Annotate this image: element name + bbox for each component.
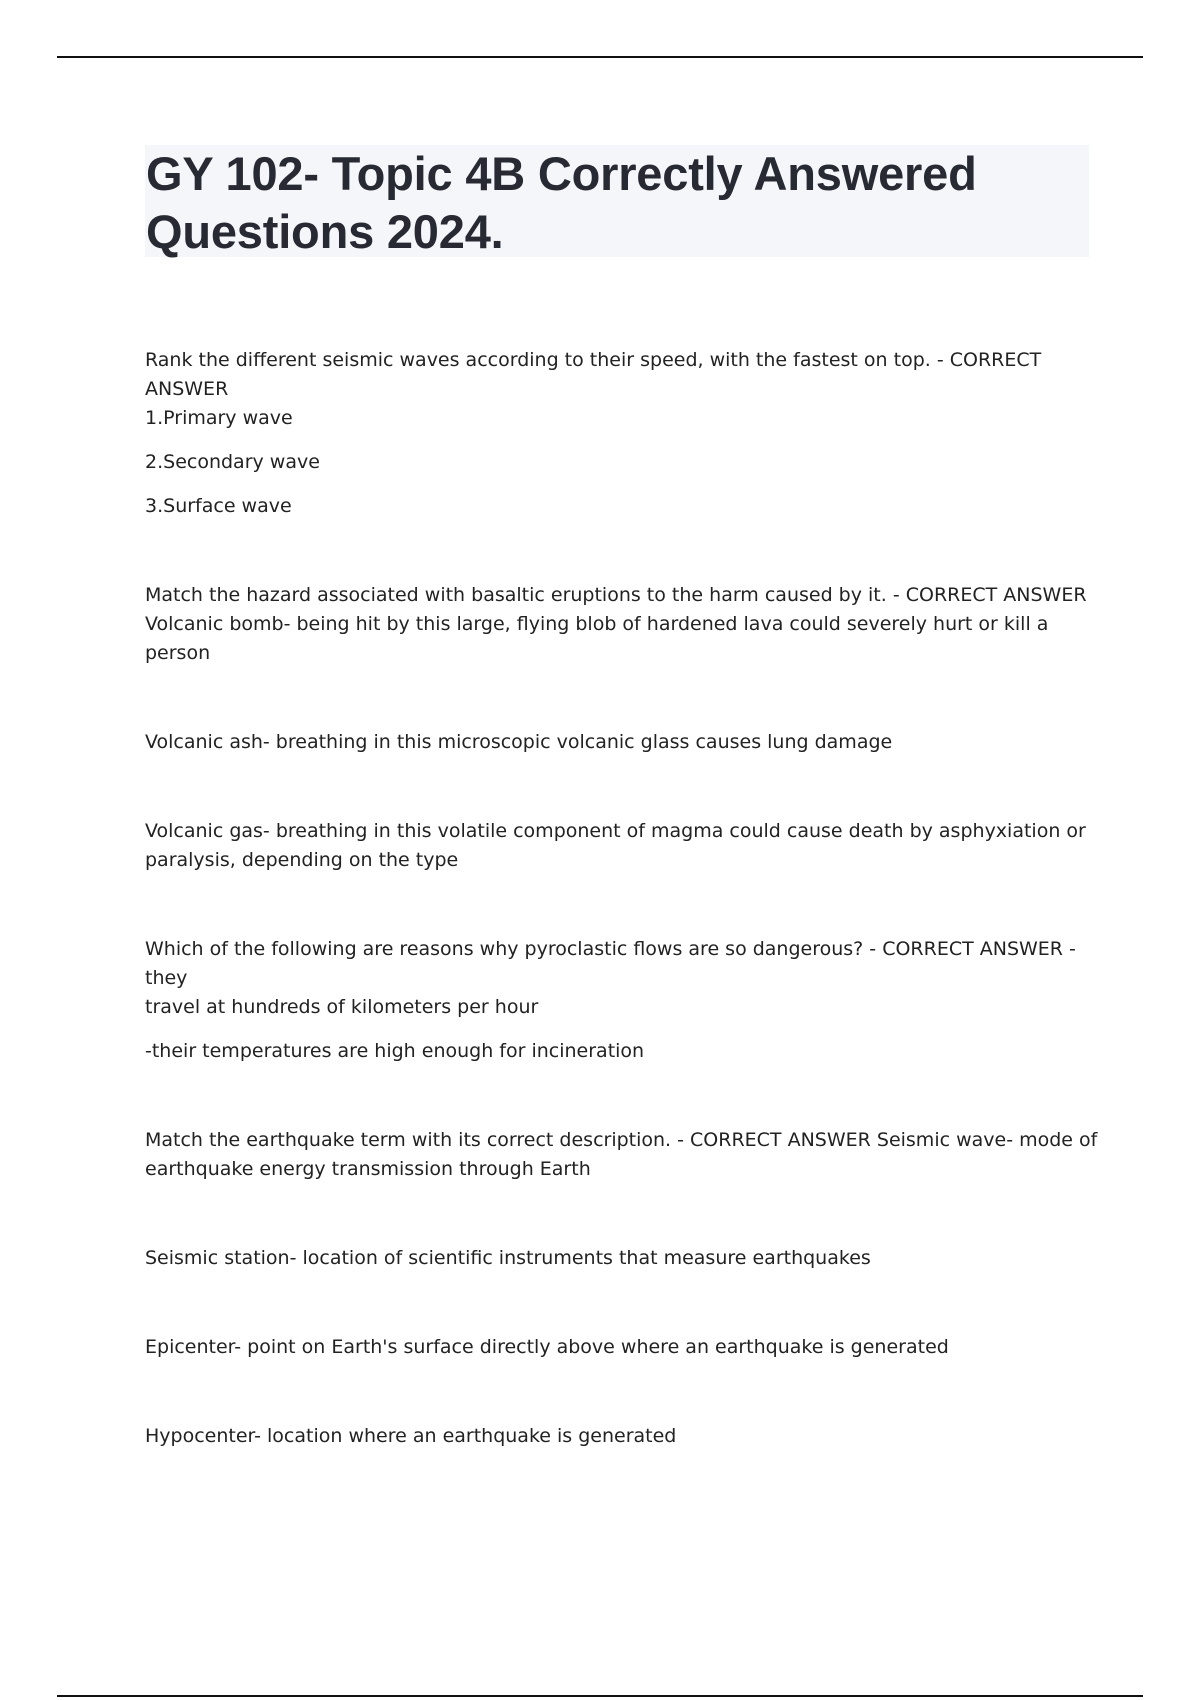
answer-text: -their temperatures are high enough for incineration [145,1040,645,1062]
top-rule [57,56,1143,58]
answer-text: Volcanic ash- breathing in this microscopic volcanic glass causes lung damage [145,731,893,753]
question-text: Which of the following are reasons why pyroclastic flows are so dangerous? - CORRECT ANSWER -they [145,938,1076,989]
answer-text: 3.Surface wave [145,495,292,517]
bottom-rule [57,1695,1143,1697]
answer-text: travel at hundreds of kilometers per hour [145,996,539,1018]
answer-text: Seismic station- location of scientific instruments that measure earthquakes [145,1247,871,1269]
answer-text: Volcanic bomb- being hit by this large, flying blob of hardened lava could severely hurt or kill a person [145,613,1055,664]
qa-block-pyroclastic-flows [145,935,1105,1022]
answer-text: Epicenter- point on Earth's surface directly above where an earthquake is generated [145,1336,949,1358]
document-title: GY 102- Topic 4B Correctly Answered Questions 2024. [146,147,977,258]
question-text: Rank the different seismic waves according to their speed, with the fastest on top. - CORRECT ANSWER [145,349,1048,400]
answer-item [145,728,1105,757]
document-body [145,346,1105,1451]
answer-item [145,1333,1105,1362]
answer-item [145,817,1105,875]
question-text: Match the earthquake term with its correct description. - CORRECT ANSWER Seismic wave- mode of [145,1129,1098,1151]
answer-item [145,492,1105,521]
answer-text: 1.Primary wave [145,407,293,429]
answer-item [145,448,1105,477]
answer-text: 2.Secondary wave [145,451,320,473]
title-banner [145,145,1089,257]
answer-item [145,1037,1105,1066]
answer-item [145,1244,1105,1273]
qa-block-basaltic-hazards [145,581,1105,668]
qa-block-earthquake-terms [145,1126,1105,1184]
answer-text: paralysis, depending on the type [145,849,459,871]
answer-text: Volcanic gas- breathing in this volatile component of magma could cause death by asphyxiation or [145,820,1086,842]
question-text: Match the hazard associated with basaltic eruptions to the harm caused by it. - CORRECT ANSWER [145,584,1087,606]
answer-text: Hypocenter- location where an earthquake is generated [145,1425,677,1447]
answer-item [145,1422,1105,1451]
qa-block-seismic-speed [145,346,1105,433]
answer-text: earthquake energy transmission through Earth [145,1158,591,1180]
